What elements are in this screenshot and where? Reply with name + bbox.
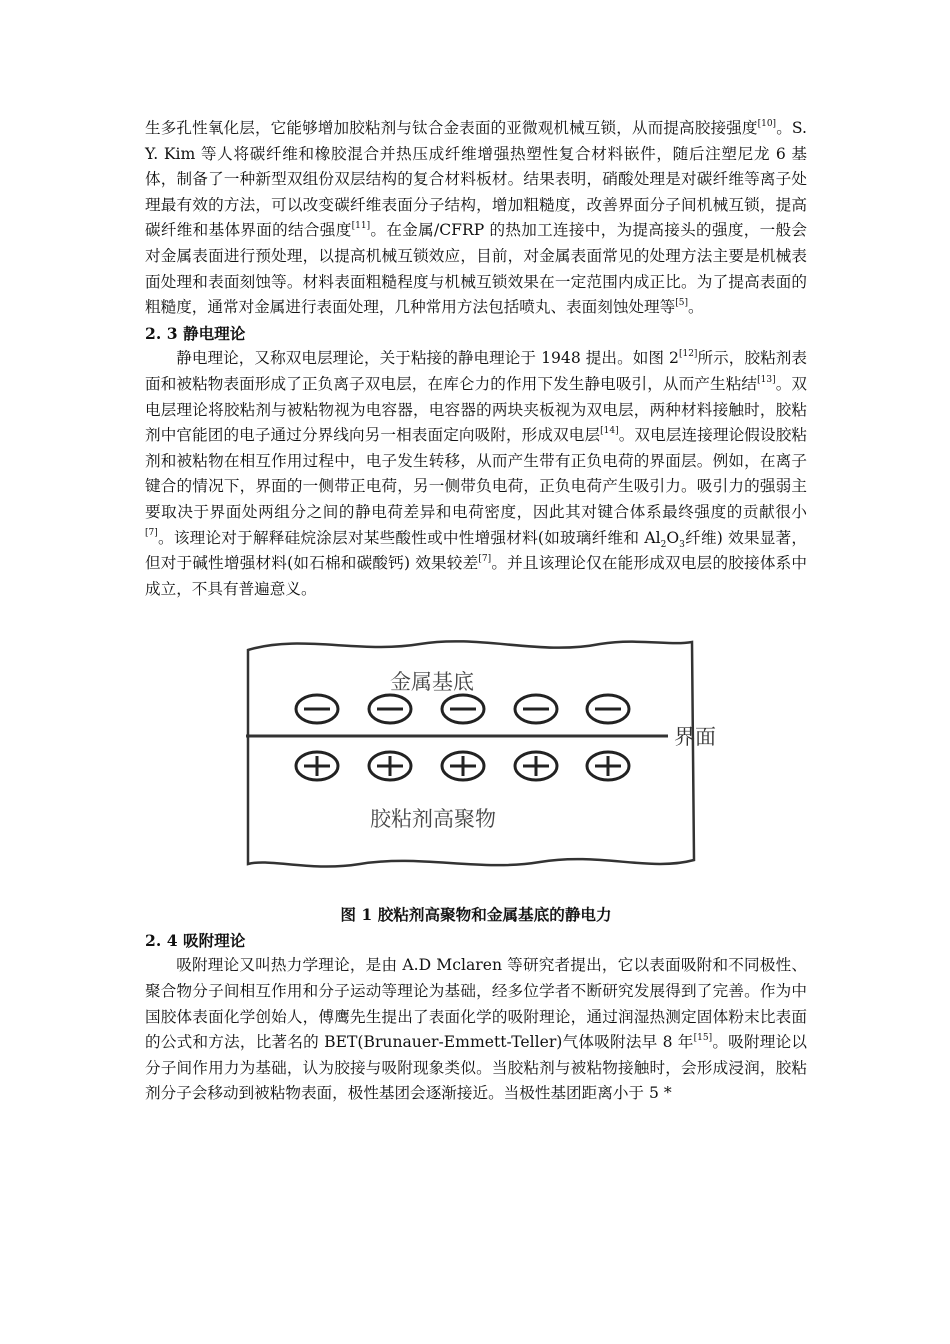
adhesive-polymer-label: 胶粘剂高聚物 — [370, 807, 496, 832]
paragraph-electrostatic-theory: 静电理论，又称双电层理论，关于粘接的静电理论于 1948 提出。如图 2[12]所示，胶粘剂表面和被粘物表面形成了正负离子双电层，在库仑力的作用下发生静电吸引，从而产生粘结[13]。双电层理论将胶粘剂与被粘物视为电容器，电容器的两块夹板视为双电层，两种材料接触时，胶粘剂中官能团的电子通过分界线向另一相表面定向吸附，形成双电层[14]。双电层连接理论假设胶粘剂和被粘物在相互作用过程中，电子发生转移，从而产生带有正负电荷的界面层。例如，在离子键合的情况下，界面的一侧带正电荷，另一侧带负电荷，正负电荷产生吸引力。吸引力的强弱主要取决于界面处两组分之间的静电荷差异和电荷密度，因此其对键合体系最终强度的贡献很小[7]。该理论对于解释硅烷涂层对某些酸性或中性增强材料(如玻璃纤维和 $Al_2O_3$纤维) 效果显著，但对于碱性增强材料(如石棉和碳酸钙) 效果较差[7]。并且该理论仅在能形成双电层的胶接体系中成立，不具有普遍意义。 — [145, 349, 807, 598]
diagram-svg — [240, 632, 716, 872]
document-page — [145, 116, 807, 1107]
minus-charge-icon — [369, 695, 411, 723]
citation: [5] — [675, 297, 688, 308]
citation: [12] — [678, 349, 698, 360]
citation: [15] — [693, 1033, 713, 1044]
figure-caption: 图 1 胶粘剂高聚物和金属基底的静电力 — [340, 905, 612, 925]
citation: [7] — [145, 528, 158, 539]
section-heading-electrostatic: 2. 3 静电理论 — [145, 323, 246, 343]
plus-charge-icon — [369, 752, 411, 780]
paragraph-adsorption-theory: 吸附理论又叫热力学理论，是由 A.D Mclaren 等研究者提出，它以表面吸附和不同极性、聚合物分子间相互作用和分子运动等理论为基础，经多位学者不断研究发展得到了完善。作为中国胶体表面化学创始人，傅鹰先生提出了表面化学的吸附理论，通过润湿热测定固体粉末比表面的公式和方法，比著名的 BET(Brunauer-Emmett-Teller)气体吸附法早 8 年[15]。吸附理论以分子间作用力为基础，认为胶接与吸附现象类似。当胶粘剂与被粘物接触时，会形成浸润，胶粘剂分子会移动到被粘物表面，极性基团会逐渐接近。当极性基团距离小于 5 * — [145, 956, 807, 1103]
plus-charge-icon — [442, 752, 484, 780]
plus-charge-icon — [296, 752, 338, 780]
citation: [11] — [351, 221, 371, 232]
interface-label: 界面 — [674, 725, 716, 750]
citation: [13] — [757, 374, 776, 385]
paragraph-mechanical-interlock: 生多孔性氧化层，它能够增加胶粘剂与钛合金表面的亚微观机械互锁，从而提高胶接强度[10]。S. Y. Kim 等人将碳纤维和橡胶混合并热压成纤维增强热塑性复合材料嵌件，随后注塑尼龙 6 基体，制备了一种新型双组份双层结构的复合材料板材。结果表明，硝酸处理是对碳纤维等离子处理最有效的方法，可以改变碳纤维表面分子结构，增加粗糙度，改善界面分子间机械互锁，提高碳纤维和基体界面的结合强度[11]。在金属/CFRP 的热加工连接中，为提高接头的强度，一般会对金属表面进行预处理，以提高机械互锁效应，目前，对金属表面常见的处理方法主要是机械表面处理和表面刻蚀等。材料表面粗糙程度与机械互锁效果在一定范围内成正比。为了提高表面的粗糙度，通常对金属进行表面处理，几种常用方法包括喷丸、表面刻蚀处理等[5]。 — [145, 118, 807, 317]
minus-charge-icon — [587, 695, 629, 723]
minus-charge-icon — [296, 695, 338, 723]
citation: [7] — [478, 553, 492, 564]
citation: [10] — [757, 118, 777, 129]
minus-charge-icon — [515, 695, 557, 723]
metal-substrate-label: 金属基底 — [390, 670, 474, 695]
section-heading-adsorption: 2. 4 吸附理论 — [145, 930, 246, 950]
minus-charge-icon — [442, 695, 484, 723]
plus-charge-icon — [587, 752, 629, 780]
plus-charge-icon — [515, 752, 557, 780]
citation: [14] — [600, 425, 619, 436]
figure-electrostatic-diagram — [145, 632, 807, 892]
